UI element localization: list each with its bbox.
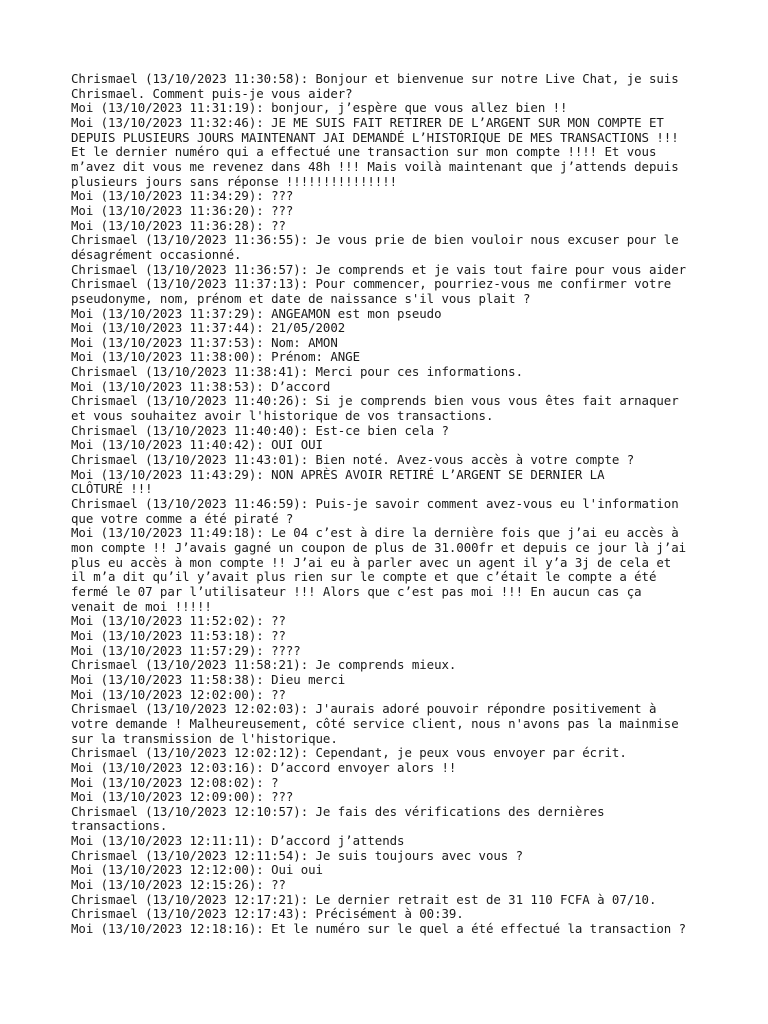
message-line: Moi (13/10/2023 11:36:28): ?? (71, 217, 286, 233)
message-line: Moi (13/10/2023 11:37:44): 21/05/2002 (71, 320, 346, 336)
message-line: Chrismael (13/10/2023 11:58:21): Je comprends mieux. (71, 657, 457, 673)
message-line: Moi (13/10/2023 12:09:00): ??? (71, 789, 294, 805)
message-line: Moi (13/10/2023 12:03:16): D’accord envoyer alors !! (71, 759, 457, 775)
message-line: Moi (13/10/2023 11:32:46): JE ME SUIS FAIT RETIRER DE L’ARGENT SUR MON COMPTE ET DEPUIS PLUSIEURS JOURS MAINTENANT JAI DEMANDÉ L’HISTORIQUE DE MES TRANSACTIONS !!! Et le dernier numéro qui a effectué une transaction sur mon compte !!!! Et vous m’avez dit vous me revenez dans 48h !!! Mais voilà maintenant que j’attends depuis plusieurs jours sans réponse !!!!!!!!!!!!!!! (71, 114, 679, 189)
message-line: Moi (13/10/2023 11:49:18): Le 04 c’est à dire la dernière fois que j’ai eu accès à mon compte !! J’avais gagné un coupon de plus de 31.000fr et depuis ce jour là j’ai plus eu accès à mon compte !! J’ai eu à parler avec un agent il y’a 3j de cela et il m’a dit qu’il y’avait plus rien sur le compte et que c’était le compte a été fermé le 07 par l’utilisateur !!! Alors que c’est pas moi !!! En aucun cas ça venait de moi !!!!! (71, 525, 687, 614)
message-line: Moi (13/10/2023 12:15:26): ?? (71, 877, 286, 893)
message-line: Moi (13/10/2023 11:38:53): D’accord (71, 378, 331, 394)
message-line: Moi (13/10/2023 12:12:00): Oui oui (71, 862, 323, 878)
message-line: Chrismael (13/10/2023 11:37:13): Pour commencer, pourriez-vous me confirmer votre pseudonyme, nom, prénom et date de naissance s'il vous plait ? (71, 276, 672, 306)
message-line: Moi (13/10/2023 11:40:42): OUI OUI (71, 437, 323, 453)
message-line: Chrismael (13/10/2023 11:43:01): Bien noté. Avez-vous accès à votre compte ? (71, 452, 635, 468)
message-line: Moi (13/10/2023 11:36:20): ??? (71, 202, 294, 218)
message-line: Chrismael (13/10/2023 11:46:59): Puis-je savoir comment avez-vous eu l'information que votre comme a été piraté ? (71, 496, 679, 526)
message-line: Moi (13/10/2023 11:34:29): ??? (71, 188, 294, 204)
message-line: Moi (13/10/2023 12:11:11): D’accord j’attends (71, 833, 405, 849)
message-line: Moi (13/10/2023 11:57:29): ???? (71, 642, 301, 658)
message-line: Chrismael (13/10/2023 12:17:43): Précisément à 00:39. (71, 906, 464, 922)
message-line: Chrismael (13/10/2023 11:30:58): Bonjour et bienvenue sur notre Live Chat, je suis Chrismael. Comment puis-je vous aider? (71, 71, 679, 101)
message-line: Moi (13/10/2023 11:58:38): Dieu merci (71, 671, 346, 687)
chat-transcript (71, 72, 711, 937)
message-line: Moi (13/10/2023 11:31:19): bonjour, j’espère que vous allez bien !! (71, 100, 568, 116)
message-line: Moi (13/10/2023 11:53:18): ?? (71, 627, 286, 643)
message-line: Chrismael (13/10/2023 11:40:26): Si je comprends bien vous vous êtes fait arnaquer et vous souhaitez avoir l'historique de vos transactions. (71, 393, 679, 424)
message-line: Chrismael (13/10/2023 12:11:54): Je suis toujours avec vous ? (71, 847, 523, 863)
message-line: Chrismael (13/10/2023 11:40:40): Est-ce bien cela ? (71, 422, 449, 438)
message-line: Moi (13/10/2023 12:18:16): Et le numéro sur le quel a été effectué la transaction ? (71, 921, 687, 937)
message-line: Chrismael (13/10/2023 11:36:57): Je comprends et je vais tout faire pour vous aider (71, 261, 687, 277)
message-line: Chrismael (13/10/2023 11:36:55): Je vous prie de bien vouloir nous excuser pour le désagrément occasionné. (71, 232, 679, 262)
message-line: Moi (13/10/2023 11:37:53): Nom: AMON (71, 334, 338, 350)
message-line: Moi (13/10/2023 12:02:00): ?? (71, 686, 286, 702)
message-line: Moi (13/10/2023 11:38:00): Prénom: ANGE (71, 349, 360, 365)
message-line: Chrismael (13/10/2023 12:02:03): J'aurais adoré pouvoir répondre positivement à votre demande ! Malheureusement, côté service client, nous n'avons pas la mainmise sur la transmission de l'historique. (71, 701, 679, 746)
message-line: Moi (13/10/2023 12:08:02): ? (71, 774, 279, 790)
message-line: Moi (13/10/2023 11:43:29): NON APRÈS AVOIR RETIRÉ L’ARGENT SE DERNIER LA CLÔTURÉ !!! (71, 466, 605, 497)
message-line: Moi (13/10/2023 11:37:29): ANGEAMON est mon pseudo (71, 305, 442, 321)
message-line: Moi (13/10/2023 11:52:02): ?? (71, 613, 286, 629)
message-line: Chrismael (13/10/2023 12:10:57): Je fais des vérifications des dernières transactions. (71, 803, 605, 834)
message-line: Chrismael (13/10/2023 12:17:21): Le dernier retrait est de 31 110 FCFA à 07/10. (71, 891, 657, 907)
message-line: Chrismael (13/10/2023 12:02:12): Cependant, je peux vous envoyer par écrit. (71, 745, 627, 761)
message-line: Chrismael (13/10/2023 11:38:41): Merci pour ces informations. (71, 364, 523, 380)
